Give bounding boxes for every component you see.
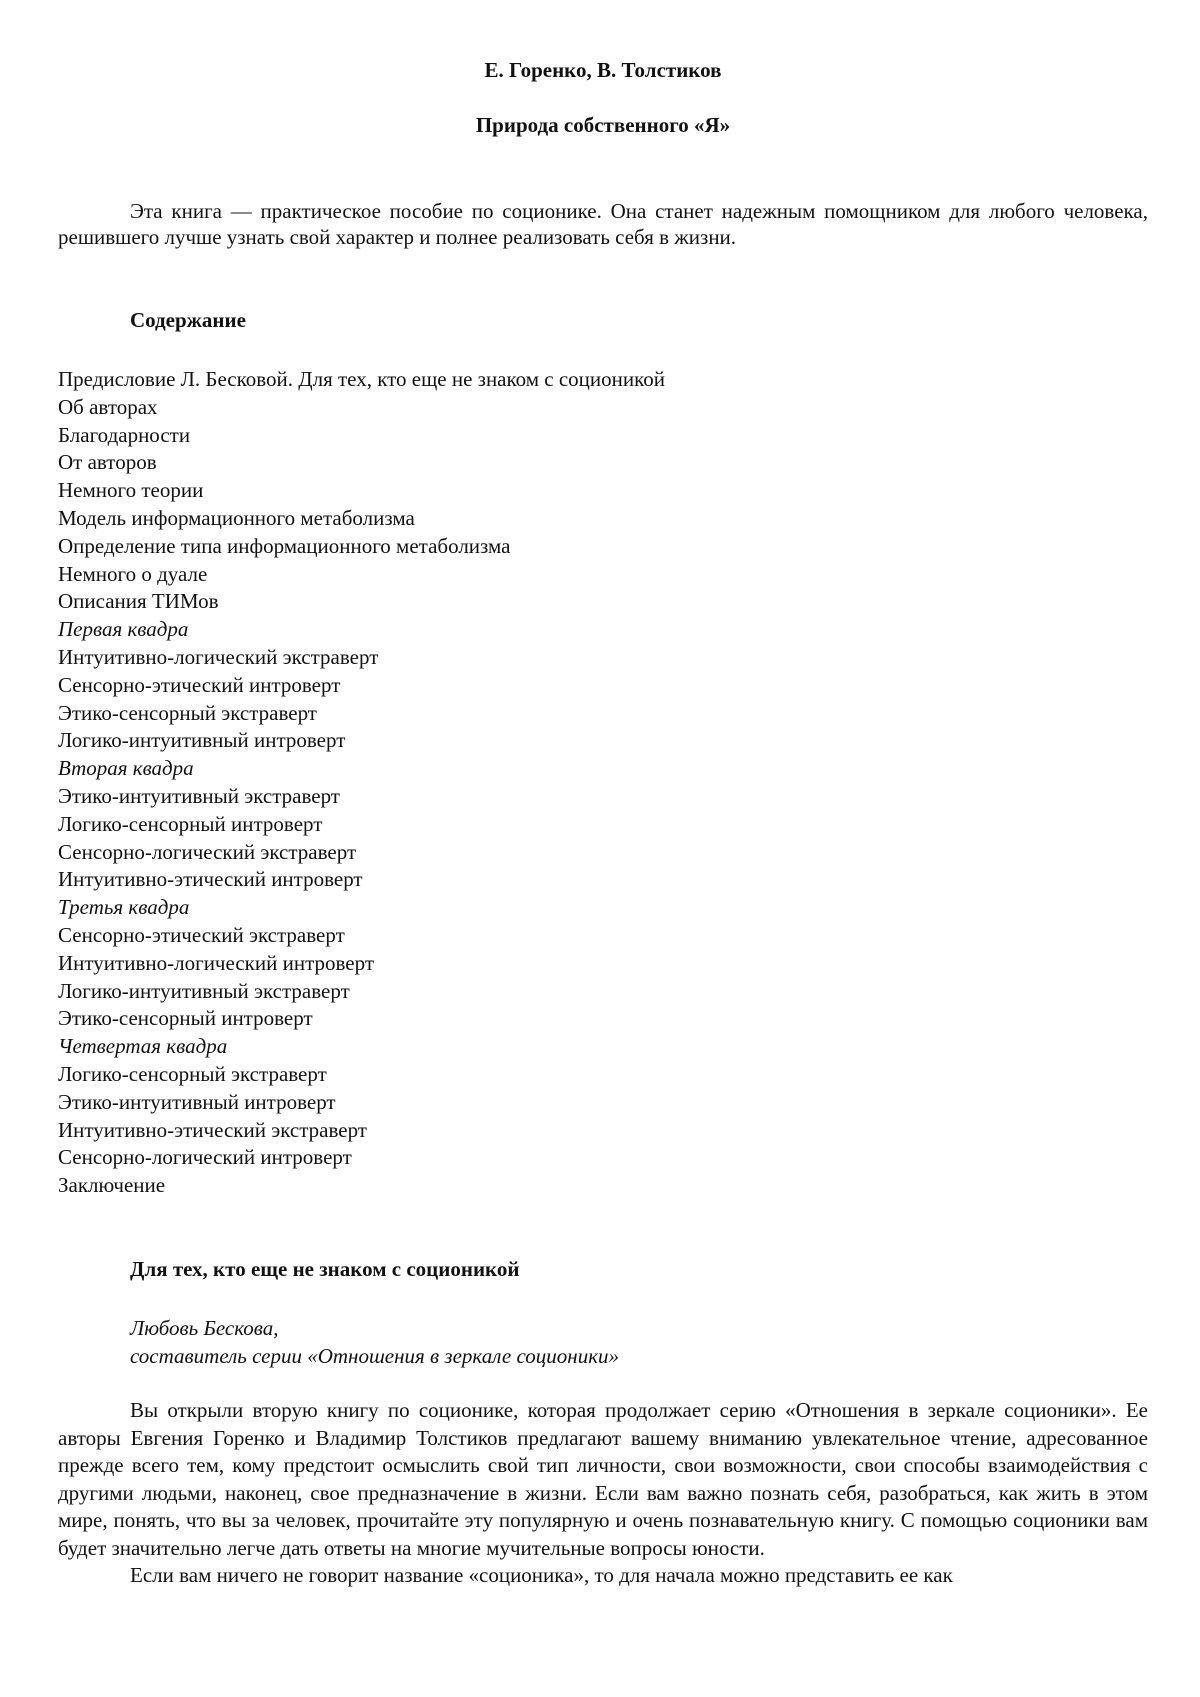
- toc-group-heading: Четвертая квадра: [58, 1034, 228, 1059]
- toc-item: Благодарности: [58, 422, 191, 447]
- epigraph-role: составитель серии «Отношения в зеркале соционики»: [130, 1344, 620, 1368]
- toc-heading: Содержание: [130, 308, 246, 332]
- toc-item: Интуитивно-логический экстраверт: [58, 644, 379, 669]
- body-paragraph: Если вам ничего не говорит название «соционика», то для начала можно представить ее как: [130, 1563, 953, 1587]
- toc-item: Логико-интуитивный интроверт: [58, 728, 346, 753]
- toc-item: Логико-интуитивный экстраверт: [58, 978, 350, 1003]
- toc-item: Логико-сенсорный интроверт: [58, 811, 323, 836]
- toc-item: Логико-сенсорный экстраверт: [58, 1061, 327, 1086]
- toc-item: Сенсорно-логический экстраверт: [58, 839, 357, 864]
- toc-item: Сенсорно-логический интроверт: [58, 1145, 352, 1170]
- epigraph-author: Любовь Бескова,: [130, 1316, 279, 1340]
- intro-paragraph: Эта книга — практическое пособие по соционике. Она станет надежным помощником для любого человека, решившего лучше узнать свой характер и полнее реализовать себя в жизни.: [58, 199, 1148, 249]
- toc-item: Этико-интуитивный интроверт: [58, 1089, 336, 1114]
- toc-item: Предисловие Л. Бесковой. Для тех, кто еще не знаком с соционикой: [58, 367, 666, 391]
- toc-item: Описания ТИМов: [58, 589, 219, 614]
- section-body: [58, 1397, 1148, 1590]
- toc-item: Сенсорно-этический интроверт: [58, 672, 341, 697]
- toc-item: Этико-сенсорный интроверт: [58, 1006, 313, 1031]
- toc-group-heading: Третья квадра: [58, 895, 190, 920]
- toc-group-heading: Вторая квадра: [58, 756, 194, 781]
- toc-item: Немного теории: [58, 478, 204, 503]
- toc-item: Этико-сенсорный экстраверт: [58, 700, 317, 725]
- toc-item: Модель информационного метаболизма: [58, 505, 415, 530]
- epigraph: [130, 1314, 619, 1370]
- toc-item: От авторов: [58, 450, 157, 475]
- book-title: Природа собственного «Я»: [475, 113, 731, 137]
- toc-item: Сенсорно-этический экстраверт: [58, 922, 345, 947]
- section-heading: Для тех, кто еще не знаком с соционикой: [130, 1257, 520, 1281]
- toc-item: Интуитивно-этический интроверт: [58, 867, 363, 892]
- toc-group-heading: Первая квадра: [58, 617, 189, 642]
- toc-item: Интуитивно-логический интроверт: [58, 950, 375, 975]
- toc-item: Интуитивно-этический экстраверт: [58, 1117, 367, 1142]
- toc-item: Этико-интуитивный экстраверт: [58, 783, 340, 808]
- toc-item: Определение типа информационного метаболизма: [58, 533, 511, 558]
- toc-item: Заключение: [58, 1173, 166, 1198]
- body-paragraph: Вы открыли вторую книгу по соционике, которая продолжает серию «Отношения в зеркале соционики». Ее авторы Евгения Горенко и Владимир Толстиков предлагают вашему вниманию увлекательное чтение, адресованное прежде всего тем, кому предстоит осмыслить свой тип личности, свои возможности, свои способы взаимодействия с другими людьми, наконец, свое предназначение в жизни. Если вам важно познать себя, разобраться, как жить в этом мире, понять, что вы за человек, прочитайте эту популярную и очень познавательную книгу. С помощью соционики вам будет значительно легче дать ответы на многие мучительные вопросы юности.: [58, 1398, 1148, 1560]
- authors-line: Е. Горенко, В. Толстиков: [484, 58, 722, 82]
- toc-item: Об авторах: [58, 394, 158, 419]
- toc-item: Немного о дуале: [58, 561, 208, 586]
- toc-list: [58, 366, 665, 1200]
